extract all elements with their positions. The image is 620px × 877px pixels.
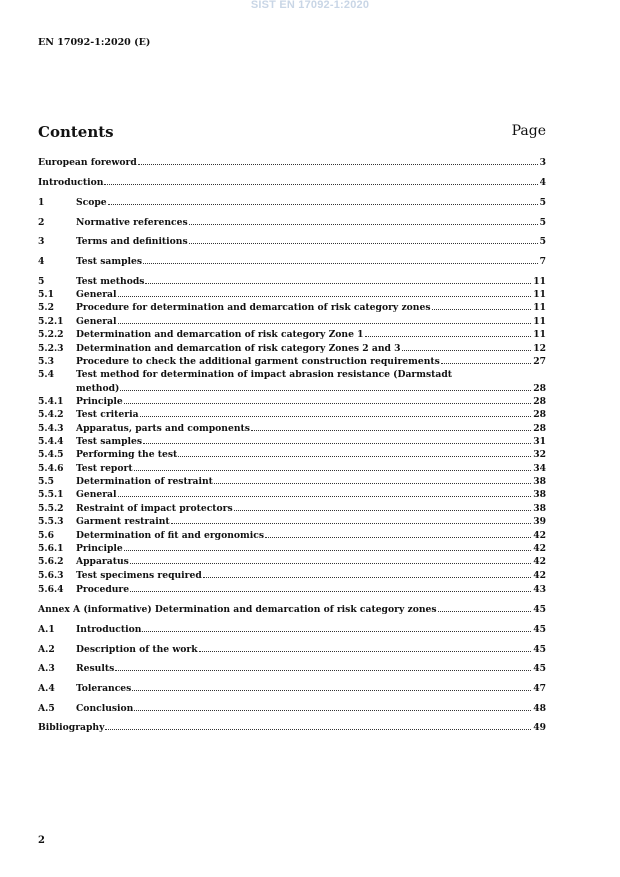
toc-entry-page: 48 [533, 703, 546, 714]
dot-leader [143, 443, 531, 444]
toc-entry-page: 11 [533, 329, 546, 340]
toc-entry-number: 5.6.4 [38, 584, 64, 595]
toc-entry-title: Introduction [38, 177, 104, 188]
toc-entry[interactable] [38, 383, 546, 394]
toc-entry[interactable] [38, 722, 546, 733]
toc-entry-title: Test method for determination of impact abrasion resistance (Darmstadt [76, 369, 453, 380]
toc-entry-page: 27 [533, 356, 546, 367]
toc-entry-number: 5.3 [38, 356, 54, 367]
dot-leader [438, 611, 532, 612]
dot-leader [124, 550, 531, 551]
dot-leader [124, 403, 531, 404]
toc-entry-title: Determination and demarcation of risk category Zone 1 [76, 329, 364, 340]
dot-leader [432, 309, 532, 310]
dot-leader [108, 204, 538, 205]
toc-entry[interactable] [38, 423, 546, 434]
toc-entry-number: 4 [38, 256, 45, 267]
dot-leader [118, 296, 532, 297]
toc-entry-number: 5.1 [38, 289, 54, 300]
toc-entry-number: 1 [38, 197, 45, 208]
toc-entry-number: 5.6 [38, 530, 54, 541]
dot-leader [189, 224, 538, 225]
toc-entry-title: General [76, 289, 117, 300]
dot-leader [171, 523, 532, 524]
toc-entry-number: 5.5.3 [38, 516, 64, 527]
dot-leader [140, 416, 532, 417]
toc-entry-page: 45 [533, 644, 546, 655]
toc-entry[interactable] [38, 409, 546, 420]
toc-entry-number: 3 [38, 236, 45, 247]
toc-entry-number: 5 [38, 276, 45, 287]
toc-entry-title: Test report [76, 463, 133, 474]
toc-entry[interactable] [38, 449, 546, 460]
toc-entry[interactable] [38, 436, 546, 447]
toc-entry-page: 42 [533, 530, 546, 541]
toc-entry-number: A.3 [38, 663, 55, 674]
dot-leader [130, 591, 531, 592]
toc-entry-number: 5.2 [38, 302, 54, 313]
dot-leader [132, 690, 531, 691]
toc-entry[interactable] [38, 217, 546, 228]
document-id: EN 17092-1:2020 (E) [38, 37, 151, 48]
toc-entry[interactable] [38, 584, 546, 595]
toc-entry-title: Procedure [76, 584, 130, 595]
toc-entry[interactable] [38, 236, 546, 247]
dot-leader [118, 496, 532, 497]
dot-leader [120, 390, 531, 391]
toc-entry-title: Conclusion [76, 703, 134, 714]
toc-entry-number: 5.4 [38, 369, 54, 380]
dot-leader [130, 563, 531, 564]
dot-leader [105, 729, 531, 730]
dot-leader [118, 323, 532, 324]
toc-entry-page: 28 [533, 409, 546, 420]
toc-entry-page: 3 [539, 157, 546, 168]
toc-entry[interactable] [38, 463, 546, 474]
toc-entry-page: 45 [533, 624, 546, 635]
page-column-label: Page [511, 123, 546, 139]
toc-entry-page: 28 [533, 383, 546, 394]
toc-entry-page: 38 [533, 489, 546, 500]
toc-entry-title: Procedure for determination and demarcation of risk category zones [76, 302, 431, 313]
toc-entry[interactable] [38, 177, 546, 188]
toc-entry-page: 31 [533, 436, 546, 447]
toc-entry-title: Apparatus [76, 556, 129, 567]
toc-entry-title: Test criteria [76, 409, 139, 420]
toc-entry-title: Procedure to check the additional garment construction requirements [76, 356, 440, 367]
toc-entry[interactable] [38, 703, 546, 714]
toc-entry-title: European foreword [38, 157, 137, 168]
toc-entry-title: Determination of restraint [76, 476, 213, 487]
dot-leader [199, 651, 532, 652]
toc-entry[interactable] [38, 663, 546, 674]
dot-leader [189, 243, 538, 244]
toc-entry[interactable] [38, 489, 546, 500]
toc-entry-title: Bibliography [38, 722, 105, 733]
toc-entry-number: A.2 [38, 644, 55, 655]
toc-entry-title: method) [76, 383, 120, 394]
toc-entry-title: Principle [76, 543, 123, 554]
toc-entry-page: 42 [533, 543, 546, 554]
toc-entry[interactable] [38, 276, 546, 287]
toc-entry-page: 5 [539, 217, 546, 228]
toc-entry-page: 43 [533, 584, 546, 595]
toc-entry[interactable] [38, 624, 546, 635]
toc-entry[interactable] [38, 256, 546, 267]
toc-entry-number: 5.4.1 [38, 396, 64, 407]
toc-entry-title: Apparatus, parts and components [76, 423, 250, 434]
toc-entry[interactable] [38, 157, 546, 168]
dot-leader [203, 577, 531, 578]
toc-entry-title: Test samples [76, 436, 143, 447]
toc-entry-number: 5.4.4 [38, 436, 64, 447]
dot-leader [265, 537, 531, 538]
dot-leader [234, 510, 532, 511]
toc-entry-page: 5 [539, 197, 546, 208]
toc-entry-page: 42 [533, 570, 546, 581]
toc-entry[interactable] [38, 302, 546, 313]
toc-entry-number: 5.5.2 [38, 503, 64, 514]
toc-entry-page: 34 [533, 463, 546, 474]
toc-entry[interactable] [38, 556, 546, 567]
toc-entry-title: Terms and definitions [76, 236, 188, 247]
dot-leader [365, 336, 532, 337]
toc-entry[interactable] [38, 543, 546, 554]
toc-entry-page: 5 [539, 236, 546, 247]
dot-leader [214, 483, 531, 484]
toc-entry[interactable] [38, 604, 546, 615]
dot-leader [138, 164, 538, 165]
toc-entry[interactable] [38, 396, 546, 407]
toc-entry-page: 45 [533, 663, 546, 674]
toc-entry-number: 5.5 [38, 476, 54, 487]
toc-entry-page: 12 [533, 343, 546, 354]
dot-leader [441, 363, 531, 364]
toc-entry[interactable] [38, 644, 546, 655]
toc-entry-title: Introduction [76, 624, 142, 635]
toc-entry-title: Annex A (informative) Determination and demarcation of risk category zones [38, 604, 437, 615]
toc-entry-page: 39 [533, 516, 546, 527]
toc-entry-number: 5.4.2 [38, 409, 64, 420]
toc-entry-title: Test specimens required [76, 570, 202, 581]
toc-entry-title: Normative references [76, 217, 188, 228]
toc-entry-page: 49 [533, 722, 546, 733]
toc-entry[interactable] [38, 343, 546, 354]
toc-entry-number: A.4 [38, 683, 55, 694]
toc-entry-number: 5.6.2 [38, 556, 64, 567]
toc-entry-number: 5.6.1 [38, 543, 64, 554]
toc-entry-title: Tolerances [76, 683, 132, 694]
toc-entry-page: 45 [533, 604, 546, 615]
dot-leader [134, 470, 532, 471]
toc-entry[interactable] [38, 503, 546, 514]
dot-leader [134, 710, 531, 711]
toc-entry-title: Principle [76, 396, 123, 407]
toc-entry-page: 11 [533, 316, 546, 327]
toc-entry-title: Performing the test [76, 449, 178, 460]
dot-leader [142, 631, 531, 632]
toc-entry-title: Garment restraint [76, 516, 170, 527]
toc-entry-title: General [76, 316, 117, 327]
toc-entry-page: 7 [539, 256, 546, 267]
toc-entry-title: Test methods [76, 276, 145, 287]
toc-entry-title: Scope [76, 197, 107, 208]
dot-leader [104, 184, 537, 185]
toc-entry-number: 5.6.3 [38, 570, 64, 581]
toc-entry-page: 11 [533, 289, 546, 300]
toc-entry-page: 47 [533, 683, 546, 694]
toc-entry[interactable] [38, 289, 546, 300]
toc-entry[interactable] [38, 329, 546, 340]
toc-entry-page: 11 [533, 276, 546, 287]
toc-entry-number: 5.5.1 [38, 489, 64, 500]
toc-entry-number: 5.4.6 [38, 463, 64, 474]
dot-leader [143, 263, 538, 264]
dot-leader [178, 456, 531, 457]
toc-entry[interactable] [38, 570, 546, 581]
toc-entry-page: 38 [533, 503, 546, 514]
toc-entry[interactable] [38, 683, 546, 694]
toc-entry-title: Description of the work [76, 644, 198, 655]
toc-entry-title: Restraint of impact protectors [76, 503, 233, 514]
toc-entry-number: 2 [38, 217, 45, 228]
toc-entry-number: 5.4.5 [38, 449, 64, 460]
toc-entry-number: A.5 [38, 703, 55, 714]
toc-entry[interactable] [38, 516, 546, 527]
page-number: 2 [38, 835, 45, 846]
contents-title: Contents [38, 123, 114, 141]
toc-entry-number: A.1 [38, 624, 55, 635]
watermark: SIST EN 17092-1:2020 [250, 0, 370, 11]
toc-entry-number: 5.2.1 [38, 316, 64, 327]
toc-entry-page: 42 [533, 556, 546, 567]
dot-leader [115, 670, 531, 671]
toc-entry-page: 28 [533, 396, 546, 407]
dot-leader [251, 430, 531, 431]
toc-entry[interactable] [38, 356, 546, 367]
toc-entry-title: General [76, 489, 117, 500]
toc-entry-first-line [38, 369, 452, 380]
toc-entry-number: 5.4.3 [38, 423, 64, 434]
toc-entry-page: 32 [533, 449, 546, 460]
toc-entry-number: 5.2.3 [38, 343, 64, 354]
toc-entry-page: 11 [533, 302, 546, 313]
toc-entry[interactable] [38, 316, 546, 327]
toc-entry-title: Results [76, 663, 115, 674]
dot-leader [402, 350, 532, 351]
toc-entry[interactable] [38, 476, 546, 487]
toc-entry-title: Determination of fit and ergonomics [76, 530, 265, 541]
toc-entry-page: 28 [533, 423, 546, 434]
toc-entry-page: 4 [539, 177, 546, 188]
toc-entry-number: 5.2.2 [38, 329, 64, 340]
toc-entry[interactable] [38, 530, 546, 541]
toc-entry-page: 38 [533, 476, 546, 487]
toc-entry[interactable] [38, 197, 546, 208]
toc-entry-title: Determination and demarcation of risk category Zones 2 and 3 [76, 343, 401, 354]
toc-entry-title: Test samples [76, 256, 143, 267]
dot-leader [145, 283, 531, 284]
